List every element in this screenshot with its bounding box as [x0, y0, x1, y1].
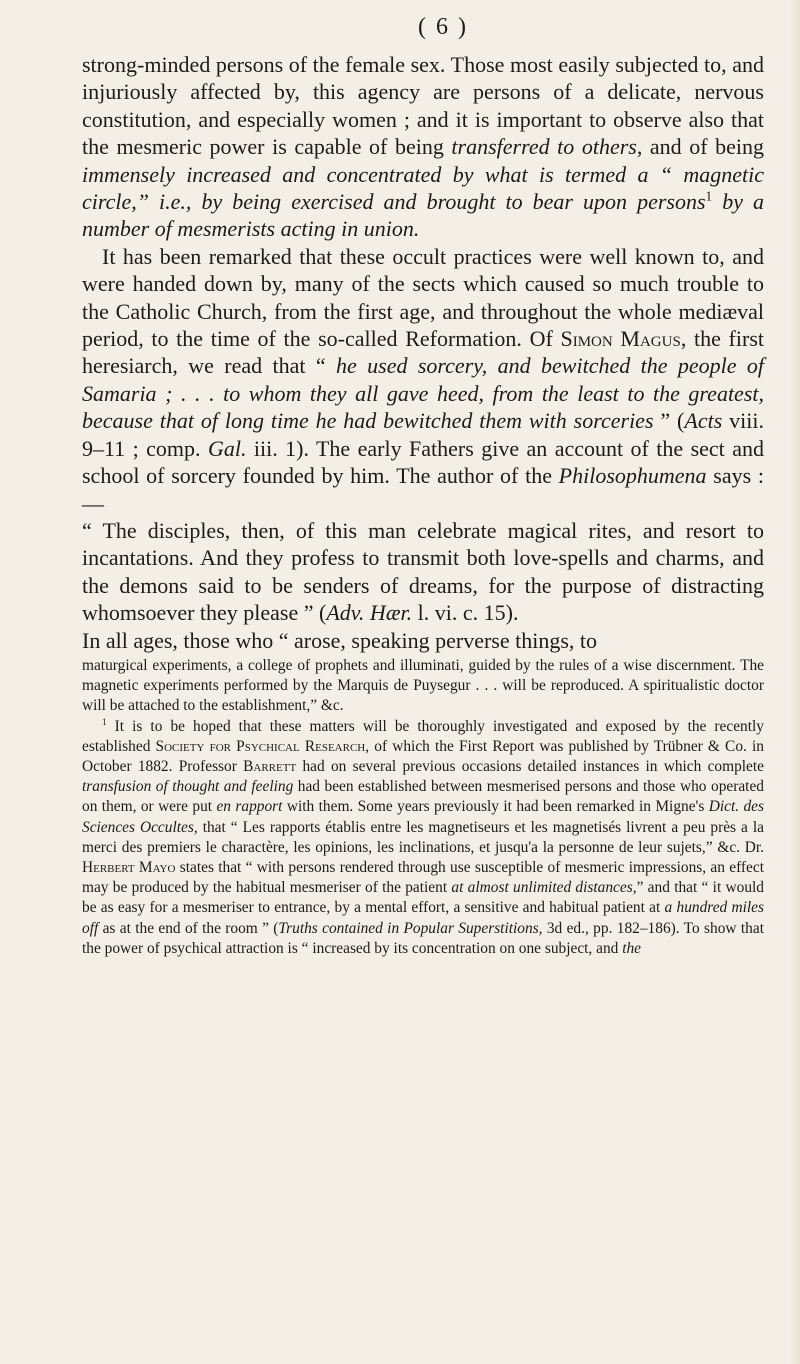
text-run: says :—: [82, 463, 764, 516]
italic-text: he used sorcery, and bewitched the people of Samaria ; . . . to whom they all gave heed, from the least to the greatest, because that of long time he had bewitched them with sorceries: [82, 353, 764, 434]
footnotes: [82, 656, 764, 959]
small-caps-text: Herbert Mayo: [82, 858, 176, 876]
page-edge-shadow: [790, 0, 800, 1364]
italic-text: transferred to others,: [451, 134, 643, 160]
italic-text: by a number of mesmerists acting in union.: [82, 189, 765, 242]
footnote-continuation: [82, 656, 764, 717]
text-run: states that “ with persons rendered through use susceptible of mesmeric impressions, an effect may be produced by the habitual mesmeriser of the patient: [82, 858, 764, 897]
paragraph-occult-sects: [82, 243, 764, 517]
italic-text: a hundred miles off: [82, 899, 764, 937]
italic-text: Truths contained in Popular Superstitions,: [278, 919, 543, 937]
footnote-1: [82, 717, 764, 959]
italic-text: Acts: [684, 408, 723, 434]
small-caps-text: Society for Psychical Research: [155, 737, 366, 755]
text-run: 3d ed., pp. 182–186). To show that the power of psychical attraction is “ increased by its concentration on one subject, and: [82, 919, 764, 957]
text-run: ” and that “ it would be as easy for a mesmeriser to entrance, by a mental effort, a sensitive and habitual patient at: [82, 879, 765, 917]
italic-text: en rapport: [216, 798, 283, 816]
paragraph-all-ages: [82, 627, 764, 654]
page-number: ( 6 ): [418, 14, 468, 40]
text-run: It is to be hoped that these matters will be thoroughly investigated and exposed by the recently established: [82, 717, 764, 755]
text-run: strong-minded persons of the female sex. Those most easily subjected to, and injuriously affected by, this agency are persons of a delicate, nervous constitution, and especially women ; and it is important to observe also that the mesmeric power is capable of being: [82, 52, 764, 160]
text-run: In all ages, those who “ arose, speaking perverse things, to: [82, 627, 598, 653]
text-run: maturgical experiments, a college of prophets and illuminati, guided by the rules of a wise discernment. The magnetic experiments performed by the Marquis de Puysegur . . . will be reproduced. A spiritualistic doctor will be attached to the establishment,” &c.: [82, 656, 764, 715]
italic-text: the: [622, 939, 642, 957]
text-run: viii. 9–11 ; comp.: [82, 408, 765, 461]
text-run: , of which the First Report was published by Trübner & Co. in October 1882. Professor: [82, 737, 764, 775]
footnote-marker: 1: [102, 716, 107, 727]
small-caps-text: Simon Magus: [560, 326, 681, 352]
italic-text: Philosophumena: [558, 463, 707, 489]
italic-text: Dict. des Sciences Occultes,: [82, 798, 765, 836]
text-run: iii. 1). The early Fathers give an account of the sect and school of sorcery founded by him. The author of the: [82, 435, 764, 489]
main-text: [82, 51, 764, 654]
italic-text: transfusion of thought and feeling: [82, 778, 294, 796]
italic-text: immensely increased and concentrated by what is termed a “ magnetic circle,” i.e., by being exercised and brought to bear upon persons: [82, 161, 764, 215]
italic-text: Gal.: [207, 435, 247, 461]
text-run: as at the end of the room ” (: [98, 919, 279, 937]
italic-text: Adv. Hær.: [326, 600, 413, 626]
italic-text: at almost unlimited distances,: [451, 879, 637, 897]
text-run: and of being: [642, 134, 765, 160]
text-run: had been established between mesmerised persons and those who operated on them, or were put: [82, 778, 764, 816]
text-run: ” (: [653, 408, 685, 434]
text-run: It has been remarked that these occult practices were well known to, and were handed down by, many of the sects which caused so much trouble to the Catholic Church, from the first age, and throughout the whole mediæval period, to the time of the so-called Reformation. Of: [82, 243, 764, 352]
footnote-marker: 1: [705, 188, 713, 204]
paragraph-mesmeric-power: [82, 51, 764, 243]
small-caps-text: Barrett: [243, 757, 297, 775]
block-quote-philosophumena: [82, 517, 764, 627]
text-run: [712, 189, 722, 214]
text-run: , the first heresiarch, we read that “: [82, 326, 764, 379]
text-run: l. vi. c. 15).: [412, 600, 519, 626]
text-run: with them. Some years previously it had been remarked in Migne's: [282, 798, 709, 816]
text-run: that “ Les rapports établis entre les magnetiseurs et les magnetisés livrent a peu près a la merci des premiers le charactère, les opinions, les inclinations, et jusqu'a la personne de leur sujets,” &c. Dr.: [82, 818, 764, 856]
text-run: had on several previous occasions detailed instances in which complete: [296, 757, 764, 775]
text-run: “ The disciples, then, of this man celebrate magical rites, and resort to incantations. And they profess to transmit both love-spells and charms, and the demons said to be senders of dreams, for the purpose of distracting whomsoever they please ” (: [82, 517, 764, 626]
